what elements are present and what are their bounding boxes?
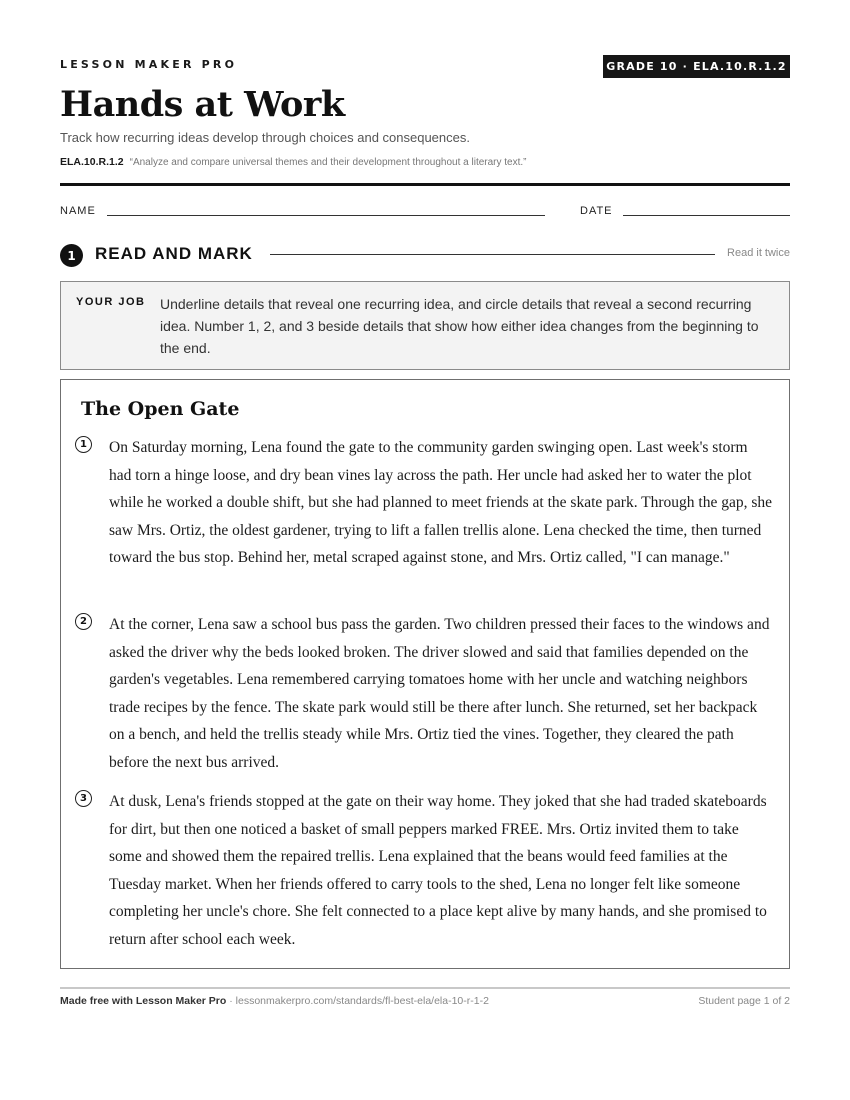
- section-rule: [270, 254, 715, 255]
- paragraph-text: At the corner, Lena saw a school bus pass the garden. Two children pressed their faces to the windows and asked the driver why the beds looked broken. The driver slowed and said that families depended on the garden's vegetables. Lena remembered carrying tomatoes home with her uncle and watching neighbors trade recipes by the fence. The skate park would still be there after lunch. She returned, set her backpack on a bench, and held the trellis steady while Mrs. Ortiz tied the vines. Together, they cleared the path before the next bus arrived.: [109, 616, 770, 771]
- name-label: NAME: [60, 205, 96, 217]
- paragraph-text: At dusk, Lena's friends stopped at the gate on their way home. They joked that she had traded skateboards for dirt, but then one noticed a basket of small peppers marked FREE. Mrs. Ortiz invited them to take some and showed them the repaired trellis. Lena explained that the beans would feed families at the Tuesday market. When her friends offered to carry tools to the shed, Lena no longer felt like someone completing her uncle's chore. She felt connected to a place kept alive by many hands, and she promised to return after school each week.: [109, 793, 767, 948]
- section-title: READ AND MARK: [95, 244, 253, 263]
- standard-text: “Analyze and compare universal themes and their development throughout a literary text.”: [129, 157, 527, 168]
- standard-line: [60, 156, 527, 168]
- section-number-badge: 1: [60, 244, 83, 267]
- paragraph-number-badge: 3: [75, 790, 92, 807]
- instructions-label: YOUR JOB: [76, 296, 146, 308]
- reading-passage: [60, 379, 790, 969]
- name-date-row: [60, 203, 790, 219]
- paragraph-text: On Saturday morning, Lena found the gate to the community garden swinging open. Last week's storm had torn a hinge loose, and dry bean vines lay across the path. Her uncle had asked her to water the plot while he worked a double shift, but she had planned to meet friends at the skate park. Through the gap, she saw Mrs. Ortiz, the oldest gardener, trying to lift a fallen trellis alone. Lena checked the time, then turned toward the bus stop. Behind her, metal scraped against stone, and Mrs. Ortiz called, "I can manage.": [109, 439, 773, 566]
- paragraph-number-badge: 1: [75, 436, 92, 453]
- name-field[interactable]: [107, 215, 545, 216]
- page-subtitle: Track how recurring ideas develop through choices and consequences.: [60, 130, 470, 145]
- section-header: [60, 242, 790, 268]
- header-divider: [60, 183, 790, 186]
- footer-url[interactable]: lessonmakerpro.com/standards/fl-best-ela/ela-10-r-1-2: [235, 995, 489, 1007]
- section-note: Read it twice: [727, 247, 790, 259]
- date-field[interactable]: [623, 215, 790, 216]
- footer-divider: [60, 987, 790, 989]
- page-title: Hands at Work: [60, 84, 345, 125]
- passage-title: The Open Gate: [81, 398, 240, 420]
- brand-name: LESSON MAKER PRO: [60, 58, 238, 71]
- paragraph-number-badge: 2: [75, 613, 92, 630]
- standard-code: ELA.10.R.1.2: [60, 156, 124, 168]
- instructions-box: [60, 281, 790, 370]
- footer-page-number: Student page 1 of 2: [698, 995, 790, 1007]
- footer-credit: Made free with Lesson Maker Pro · lessonmakerpro.com/standards/fl-best-ela/ela-10-r-1-2: [60, 995, 489, 1007]
- instructions-text: Underline details that reveal one recurring idea, and circle details that reveal a second recurring idea. Number 1, 2, and 3 beside details that show how either idea changes from the beginning to the end.: [160, 296, 759, 356]
- date-label: DATE: [580, 205, 613, 217]
- footer-made-with: Made free with Lesson Maker Pro: [60, 995, 227, 1007]
- grade-badge: GRADE 10 · ELA.10.R.1.2: [603, 55, 790, 78]
